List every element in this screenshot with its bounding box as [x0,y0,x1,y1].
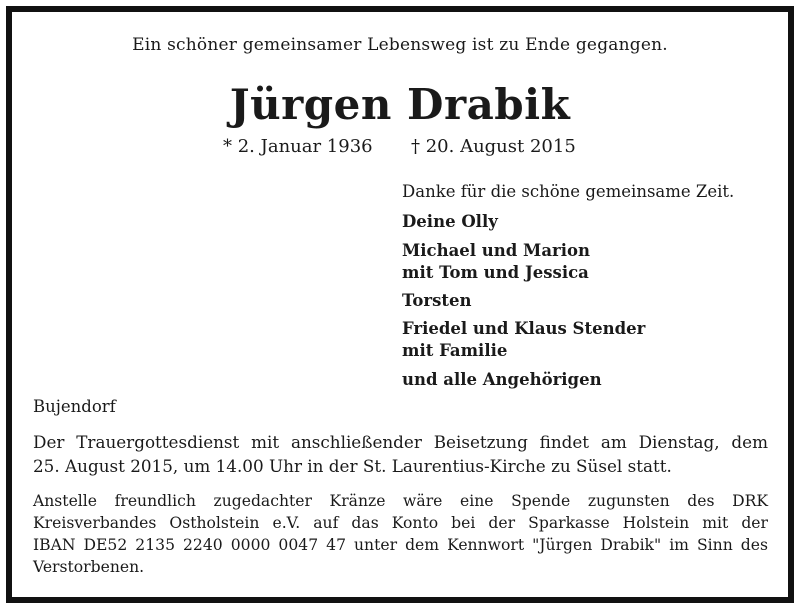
mourner-line: Friedel und Klaus Stender [402,319,646,338]
birth-date: * 2. Januar 1936 [223,136,373,157]
donation-line: Kreisverbandes Ostholstein e.V. auf das Konto bei der Sparkasse Holstein mit der [33,514,768,532]
service-line: 25. August 2015, um 14.00 Uhr in der St. Laurentius-Kirche zu Süsel statt. [33,456,672,476]
mourner-line: und alle Angehörigen [402,370,602,389]
deceased-name: Jürgen Drabik [229,80,571,129]
mourner-line: Torsten [402,291,472,310]
mourner-line: Michael und Marion [402,241,590,260]
intro-line: Ein schöner gemeinsamer Lebensweg ist zu Ende gegangen. [132,35,668,55]
service-line: Der Trauergottesdienst mit anschließender Beisetzung findet am Dienstag, dem [33,432,768,452]
place-name: Bujendorf [33,397,116,416]
thanks-line: Danke für die schöne gemeinsame Zeit. [402,182,735,201]
donation-line: Anstelle freundlich zugedachter Kränze wäre eine Spende zugunsten des DRK [33,492,768,510]
donation-line: IBAN DE52 2135 2240 0000 0047 47 unter dem Kennwort "Jürgen Drabik" im Sinn des [33,536,768,554]
donation-paragraph [33,490,768,578]
mourner-line: mit Familie [402,341,508,360]
mourner-line: mit Tom und Jessica [402,263,589,282]
mourner-line: Deine Olly [402,212,498,231]
death-date: † 20. August 2015 [411,136,576,157]
donation-line: Verstorbenen. [33,558,145,576]
service-paragraph [33,430,768,478]
